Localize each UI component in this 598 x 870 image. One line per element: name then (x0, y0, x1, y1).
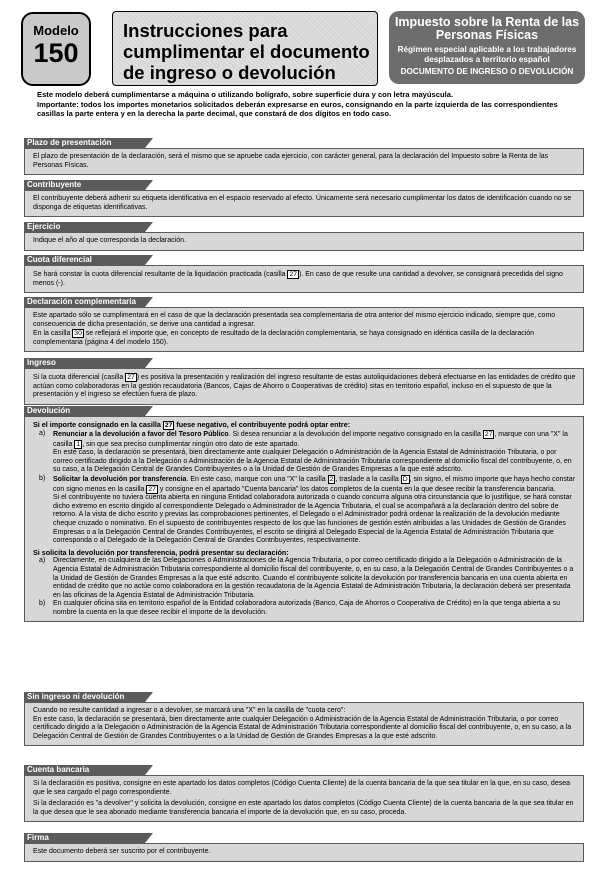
option-transferencia (33, 475, 576, 546)
option-text: Directamente, en cualquiera de las Delegaciones o Administraciones de la Agencia Tributaria, o por correo certificado dirigido a la Delegación o Administración de la Agencia Estatal de Administración Tributaria correspondiente al domicilio fiscal del contribuyente, o, en su caso, a la Delegación Central de Grandes Contribuyentes o a la Unidad de Gestión de Grandes Empresas a la que esté adscrito. Cuando el contribuyente solicite la devolución por transferencia bancaria en una cuenta abierta en entidad de crédito que no actúe como colaboradora en la gestión recaudatoria de la Agencia Estatal de Administración Tributaria, la declaración deberá ser presentada en las oficinas de la Agencia Estatal de Administración Tributaria. (53, 557, 574, 599)
text-part: , sin signo, el mismo importe que haya hecho constar con signo menos en la casilla (53, 475, 576, 493)
list-label: b) (39, 600, 46, 608)
option-title: Solicitar la devolución por transferencia (53, 475, 187, 483)
option-text (53, 475, 576, 494)
text-part: ) es positiva la presentación y realización del ingreso resultante de estas autoliquidaciones deberá efectuarse en las entidades de crédito que actúan como colaboradoras en la gestión recaudatoria (Bancos, Cajas de Ahorro o Cooperativas de crédito) sitas en territorio español, incluso en el supuesto de que la presentación y el ingreso se efectúen fuera de plazo. (33, 374, 576, 399)
tax-banner (389, 11, 585, 84)
casilla-box: 2 (329, 475, 334, 483)
section-body (24, 843, 584, 862)
section-title: Plazo de presentación (24, 138, 145, 148)
section-title: Cuenta bancaria (24, 765, 145, 775)
intro-text (37, 90, 585, 119)
section-ejercicio (24, 222, 584, 251)
section-title: Ejercicio (24, 222, 145, 232)
devolucion-options-list (33, 430, 576, 546)
list-label: b) (39, 474, 46, 482)
section-title: Devolución (24, 406, 145, 416)
presentacion-heading: Si solicita la devolución por transferencia, podrá presentar su declaración: (33, 547, 289, 557)
casilla-box: 27 (289, 271, 298, 278)
section-text: Este documento deberá ser suscrito por el contribuyente. (33, 848, 211, 855)
section-title: Sin ingreso ni devolución (24, 692, 145, 702)
section-body (24, 702, 584, 746)
text-part: se reflejará el importe que, en concepto de resultado de la declaración complementaria, se haya consignado en idéntica casilla de la declaración complementaria (página 4 del modelo 150). (33, 330, 535, 346)
section-text: Este apartado sólo se cumplimentará en el caso de que la declaración presentada sea complementaria de otra anterior del mismo ejercicio indicado, siempre que, como consecuencia de dicha presentación, se derive una cantidad a ingresar. (33, 312, 556, 328)
tax-regime (389, 45, 585, 65)
section-body (24, 368, 584, 405)
presentacion-list (33, 557, 576, 617)
section-body (24, 265, 584, 293)
option-renunciar (33, 430, 576, 475)
section-title: Firma (24, 833, 145, 843)
casilla-box: 27 (127, 374, 135, 381)
section-body (24, 232, 584, 251)
option-detail: Si el contribuyente no tuviera cuenta abierta en ninguna Entidad colaboradora autorizada o cuando concurra alguna otra circunstancia que lo justifique, se hará constar dicho extremo en escrito dirigido al correspondiente Delegado o Administrador de la Agencia Tributaria, el cual se acompañará a la declaración dentro del sobre de retorno. A la vista de dicho escrito y previas las comprobaciones pertinentes, el Delegado o el Administrador podrá ordenar la realización de la devolución mediante cheque cruzado o nominativo. En el supuesto de contribuyentes respecto de los que las funciones de gestión estén atribuidas a las Unidades de Gestión de Grandes Empresas o a la Delegación Central de Grandes Contribuyentes, el escrito se dirigirá al Delegado Especial de la Agencia Estatal de Administración Tributaria que corresponda o al Delegado de la Delegación Central de Grandes Contribuyentes, respectivamente. (53, 494, 572, 545)
title-line-3: de ingreso o devolución (123, 62, 336, 83)
section-text: Cuando no resulte cantidad a ingresar o a devolver, se marcará una "X" en la casilla de "cuota cero": (33, 707, 346, 714)
section-title: Declaración complementaria (24, 297, 145, 307)
text-part: fuese negativo, el contribuyente podrá optar entre: (174, 420, 351, 429)
casilla-box: 1 (76, 440, 81, 448)
tax-document-type: DOCUMENTO DE INGRESO O DEVOLUCIÓN (400, 67, 574, 76)
casilla-box: D (402, 475, 408, 483)
text-part: En la casilla (33, 330, 73, 338)
section-cuota-diferencial (24, 255, 584, 293)
document-title-box (112, 11, 378, 86)
section-text: El contribuyente deberá adherir su etiqueta identificativa en el espacio reservado al efecto. Únicamente será necesario cumplimentar los datos de identificación cuando no se disponga de etiquetas identificativas. (33, 195, 572, 211)
option-text (53, 430, 576, 449)
text-part: y consigne en el apartado "Cuenta bancaria" los datos completos de la cuenta en la que desee recibir la transferencia bancaria. (157, 485, 556, 493)
title-line-2: cumplimentar el documento (123, 41, 370, 62)
text-part: Se hará constar la cuota diferencial resultante de la liquidación practicada (casilla (33, 271, 288, 278)
section-body (24, 307, 584, 352)
section-text: Indique el año al que corresponda la declaración. (33, 237, 186, 244)
text-part: ). En caso de que resulte una cantidad a devolver, se consignará precedida del signo menos (-). (33, 271, 563, 287)
section-text: El plazo de presentación de la declaración, será el mismo que se apruebe cada ejercicio, con carácter general, para la declaración del Impuesto sobre la Renta de las Personas Físicas. (33, 153, 549, 169)
section-body (24, 148, 584, 175)
list-label: a) (39, 430, 46, 437)
section-plazo (24, 138, 584, 175)
section-firma (24, 833, 584, 862)
section-title: Ingreso (24, 358, 145, 368)
section-body (24, 416, 584, 622)
section-text: Si la declaración es positiva, consigne en este apartado los datos completos (Código Cuenta Cliente) de la cuenta bancaria de la que sea titular en la que, en su caso, desea que le sea cargado el pago correspondiente. (33, 780, 571, 796)
model-badge (21, 12, 91, 86)
section-title: Contribuyente (24, 180, 145, 190)
list-label: a) (39, 557, 46, 565)
text-part: Si la cuota diferencial (casilla (33, 374, 126, 381)
section-ingreso (24, 358, 584, 405)
tax-regime-line-1: Régimen especial aplicable a los trabajadores (397, 45, 577, 54)
casilla-box: 27 (484, 431, 493, 438)
section-sin-ingreso (24, 692, 584, 746)
text-part: , marque con una "X" la casilla (53, 431, 568, 448)
section-text: En este caso, la declaración se presentará, bien directamente ante cualquier Delegación o Administración de la Agencia Estatal de Administración Tributaria, o por correo certificado dirigido a la Delegación o Administración de la Agencia Estatal de Administración Tributaria correspondiente al domicilio fiscal del contribuyente, o, en su caso, a la Delegación Central de Gestión de Grandes Contribuyentes o a la Unidad de Gestión de Grandes Empresas a la que esté adscrito. (33, 715, 572, 740)
devolucion-options-heading (33, 421, 576, 430)
casilla-box: 27 (148, 485, 156, 493)
option-text: En cualquier oficina sita en territorio español de la Entidad colaboradora autorizada (Banco, Caja de Ahorros o Cooperativa de Crédito) en la que tenga abierta a su nombre la cuenta en la que desee recibir el importe de la devolución. (53, 600, 561, 616)
document-title (113, 12, 377, 83)
section-text (33, 373, 576, 400)
title-line-1: Instrucciones para (123, 20, 288, 41)
tax-title-line-1: Impuesto sobre la Renta de las (394, 15, 580, 29)
model-number: 150 (33, 38, 79, 68)
text-part: , traslade a la casilla (335, 475, 401, 483)
section-text (33, 329, 576, 347)
option-detail: En este caso, la declaración se presentará, bien directamente ante cualquier Delegación o Administración de la Agencia Estatal de Administración Tributaria, o por correo certificado dirigido a la Delegación o Administración de la Agencia Estatal de Administración Tributaria correspondiente al domicilio fiscal del contribuyente, o, en su caso, a la Delegación Central de Grandes Contribuyentes o a la Unidad de Gestión de Grandes Empresas a la que esté adscrito. (53, 449, 572, 474)
casilla-box: 30 (74, 330, 82, 338)
intro-line-2: Importante: todos los importes monetarios solicitados deberán expresarse en euros, consignando en la parte izquierda de las correspondientes casillas la parte entera y en la derecha la parte decimal, que constará de dos dígitos en todo caso. (37, 99, 558, 119)
presentacion-entidad (33, 600, 576, 617)
text-part: , sin que sea preciso cumplimentar ningún otro dato de este apartado. (82, 440, 300, 448)
intro-line-1: Este modelo deberá cumplimentarse a máquina o utilizando bolígrafo, sobre superficie dura y con letra mayúscula. (37, 90, 454, 99)
presentacion-directamente (33, 557, 576, 600)
section-body (24, 190, 584, 217)
tax-title (389, 16, 585, 42)
tax-title-line-2: Personas Físicas (435, 28, 539, 42)
section-body (24, 775, 584, 822)
tax-regime-line-2: desplazados a territorio español (424, 55, 550, 64)
section-title: Cuota diferencial (24, 255, 145, 265)
section-text (33, 270, 576, 288)
text-part: Si el importe consignado en la casilla (33, 420, 163, 429)
section-text: Si la declaración es "a devolver" y solicita la devolución, consigne en este apartado los datos completos (Código Cuenta Cliente) de la cuenta bancaria de la que sea titular en la que desea que le sea abonado mediante transferencia bancaria el importe de la devolución que, en su caso, proceda. (33, 800, 574, 816)
casilla-box: 27 (164, 422, 173, 429)
section-declaracion-complementaria (24, 297, 584, 352)
section-cuenta-bancaria (24, 765, 584, 822)
option-title: Renunciar a la devolución a favor del Tesoro Público (53, 431, 229, 438)
model-label: Modelo (33, 23, 79, 38)
section-contribuyente (24, 180, 584, 217)
text-part: . En este caso, marque con una "X" la casilla (186, 475, 328, 483)
section-devolucion (24, 406, 584, 622)
text-part: . Si desea renunciar a la devolución del importe negativo consignado en la casilla (228, 431, 483, 438)
